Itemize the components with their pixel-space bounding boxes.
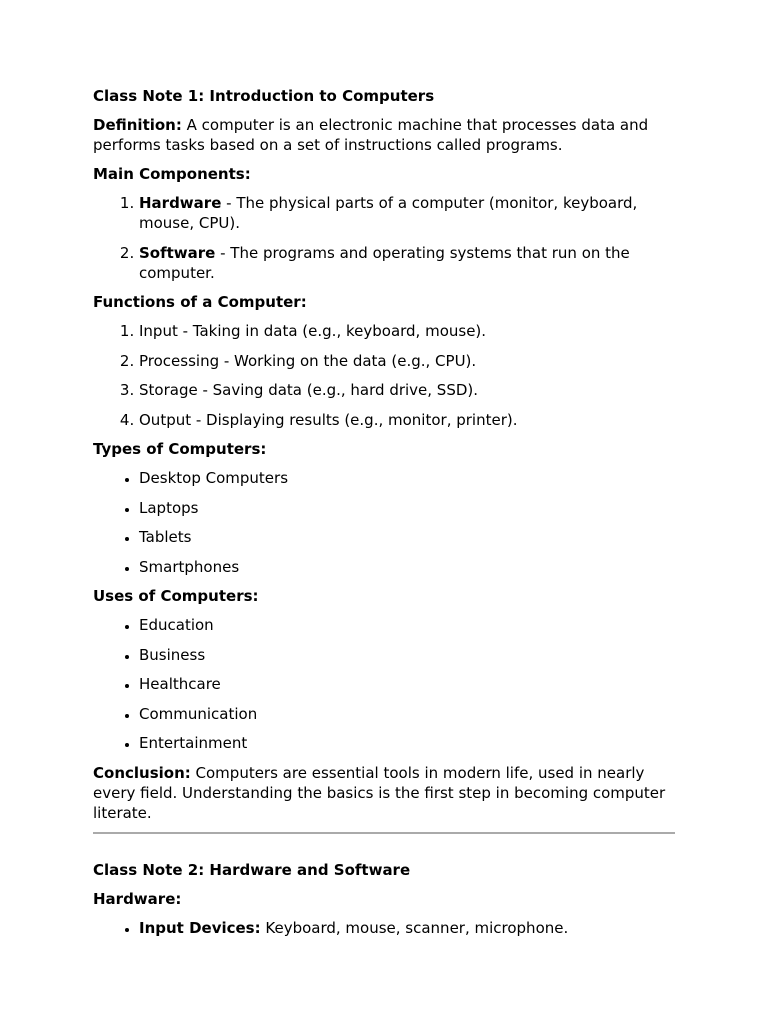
uses-heading: Uses of Computers: [93, 587, 259, 605]
list-item: • Healthcare [139, 674, 675, 694]
list-item [139, 193, 675, 233]
list-item: • Education [139, 615, 675, 635]
components-list [93, 193, 675, 283]
hardware-text: Keyboard, mouse, scanner, microphone. [260, 918, 569, 937]
conclusion-paragraph [93, 763, 675, 823]
component-text: - The programs and operating systems that run on the computer. [139, 243, 630, 282]
note1-title: Class Note 1: Introduction to Computers [93, 87, 435, 105]
hardware-heading: Hardware: [93, 889, 182, 908]
functions-heading: Functions of a Computer: [93, 293, 307, 311]
definition-paragraph [93, 115, 675, 155]
list-item: 3. Storage - Saving data (e.g., hard drive, SSD). [139, 380, 675, 400]
component-text: - The physical parts of a computer (monitor, keyboard, mouse, CPU). [139, 194, 638, 232]
functions-list [93, 321, 675, 430]
types-list [93, 468, 675, 577]
conclusion-text: Computers are essential tools in modern life, used in nearly every field. Understanding the basics is the first step in becoming computer literate. [93, 763, 666, 822]
list-item: 1. Input - Taking in data (e.g., keyboard, mouse). [139, 321, 675, 341]
types-heading: Types of Computers: [93, 440, 267, 458]
components-heading: Main Components: [93, 165, 251, 183]
hardware-list [93, 918, 675, 938]
list-item: • Smartphones [139, 557, 675, 577]
list-item: • Laptops [139, 498, 675, 518]
list-item: • Business [139, 645, 675, 665]
definition-label: Definition: [93, 116, 182, 134]
list-item: 2. Processing - Working on the data (e.g., CPU). [139, 351, 675, 371]
component-term: Hardware [139, 194, 222, 212]
component-term: Software [139, 243, 216, 262]
hardware-term: Input Devices: [139, 918, 261, 937]
list-item [139, 918, 675, 938]
list-item: • Tablets [139, 527, 675, 547]
section-divider [93, 832, 675, 834]
list-item [139, 243, 675, 283]
uses-list [93, 615, 675, 753]
list-item: 4. Output - Displaying results (e.g., monitor, printer). [139, 410, 675, 430]
list-item: • Desktop Computers [139, 468, 675, 488]
definition-text: A computer is an electronic machine that processes data and performs tasks based on a set of instructions called programs. [93, 116, 649, 154]
list-item: • Entertainment [139, 733, 675, 753]
list-item: • Communication [139, 704, 675, 724]
note2-title: Class Note 2: Hardware and Software [93, 860, 411, 879]
conclusion-label: Conclusion: [93, 763, 191, 782]
